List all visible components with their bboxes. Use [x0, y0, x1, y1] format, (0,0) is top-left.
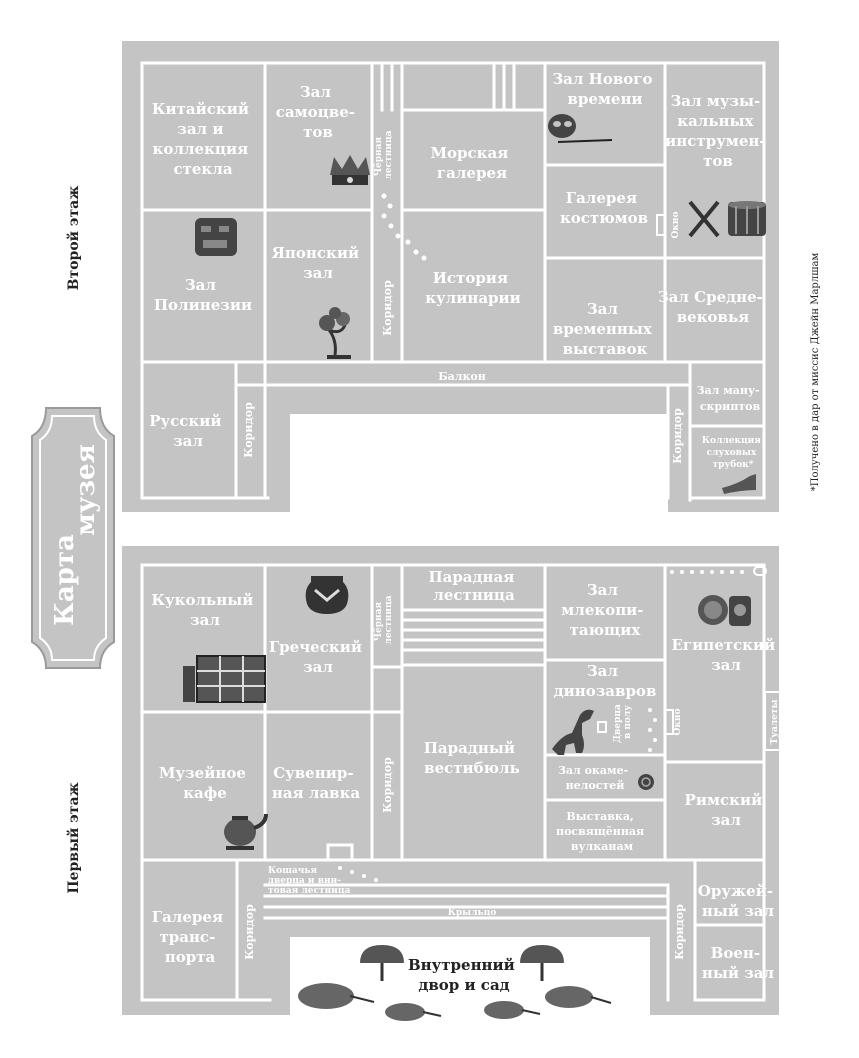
title-plaque	[32, 408, 114, 668]
tree-icon	[360, 945, 404, 981]
shrub-icon	[484, 1001, 540, 1019]
footnote: *Получено в дар от миссис Джейн Марлшам	[810, 252, 821, 492]
room-dolls: Кукольный зал	[151, 591, 254, 629]
room-polynesia: Зал Полинезии	[153, 276, 253, 314]
shrub-icon	[545, 986, 611, 1008]
room-ear-trumpets: Коллекция слуховых трубок*	[701, 436, 761, 470]
tree-icon	[520, 945, 564, 981]
courtyard-label: Внутренний двор и сад	[407, 956, 515, 994]
room-greek: Греческий зал	[268, 638, 362, 676]
room-fossils: Зал окаме- нелостей	[557, 764, 629, 792]
tiki-icon	[195, 218, 237, 256]
room-egyptian: Египетский зал	[671, 636, 776, 674]
porch-label: Крыльцо	[447, 908, 497, 918]
room-medieval: Зал Средне- вековья	[657, 288, 763, 326]
room-chinese: Китайский зал и коллекция стекла	[151, 100, 249, 178]
room-modern: Зал Нового времени	[552, 70, 653, 108]
room-culinary: История кулинарии	[425, 269, 521, 307]
room-cafe: Музейное кафе	[158, 764, 246, 802]
room-russian: Русский зал	[149, 412, 222, 450]
drum-icon	[728, 201, 766, 236]
floor-label-upper: Второй этаж	[66, 185, 82, 291]
upper-corridor-right: Коридор	[671, 408, 684, 464]
shrub-icon	[385, 1003, 441, 1021]
shrub-icon	[298, 983, 374, 1009]
upper-window: Окно	[671, 211, 681, 239]
room-military: Воен- ный зал	[701, 944, 775, 982]
floor-door-label: Дверца в полу	[613, 704, 633, 743]
room-japanese: Японский зал	[271, 244, 360, 282]
upper-black-stairs: Чёрная лестница	[374, 130, 394, 180]
room-volcanoes: Выставка, посвящённая вулканам	[556, 810, 645, 853]
map-title-line1: Карта	[50, 534, 80, 626]
balcony: Балкон	[438, 370, 486, 383]
room-lobby: Парадный вестибюль	[423, 739, 520, 777]
room-costumes: Галерея костюмов	[559, 189, 649, 227]
room-transport: Галерея транс- порта	[151, 908, 224, 966]
room-souvenir: Сувенир- ная лавка	[271, 764, 361, 802]
room-music: Зал музы- кальных инструмен- тов	[665, 92, 766, 170]
lower-corridor-mid: Коридор	[381, 757, 394, 813]
upper-corridor-mid: Коридор	[381, 280, 394, 336]
lower-window: Окно	[673, 708, 683, 736]
room-temporary: Зал временных выставок	[552, 300, 652, 358]
room-manuscripts: Зал ману- скриптов	[696, 384, 761, 413]
toilets-label: Туалеты	[770, 699, 780, 745]
room-mammals: Зал млекопи- тающих	[561, 581, 644, 639]
ammonite-icon	[638, 774, 654, 790]
lower-corridor-left: Коридор	[243, 904, 256, 960]
room-marine: Морская галерея	[430, 144, 509, 182]
floor-label-lower: Первый этаж	[66, 782, 82, 894]
lower-black-stairs: Чёрная лестница	[374, 595, 394, 645]
lower-corridor-right: Коридор	[673, 904, 686, 960]
amphora-icon	[306, 576, 349, 614]
room-dinosaurs: Зал динозавров	[553, 662, 657, 700]
room-armory: Оружей- ный зал	[697, 882, 775, 920]
grand-stairs-label: Парадная лестница	[428, 568, 515, 604]
cat-door-label: Кошачья дверца и вин- товая лестница	[268, 866, 351, 896]
room-roman: Римский зал	[684, 791, 763, 829]
room-gems: Зал самоцве- тов	[275, 83, 355, 141]
upper-corridor-left: Коридор	[242, 402, 255, 458]
map-title-line2: музея	[71, 444, 101, 536]
